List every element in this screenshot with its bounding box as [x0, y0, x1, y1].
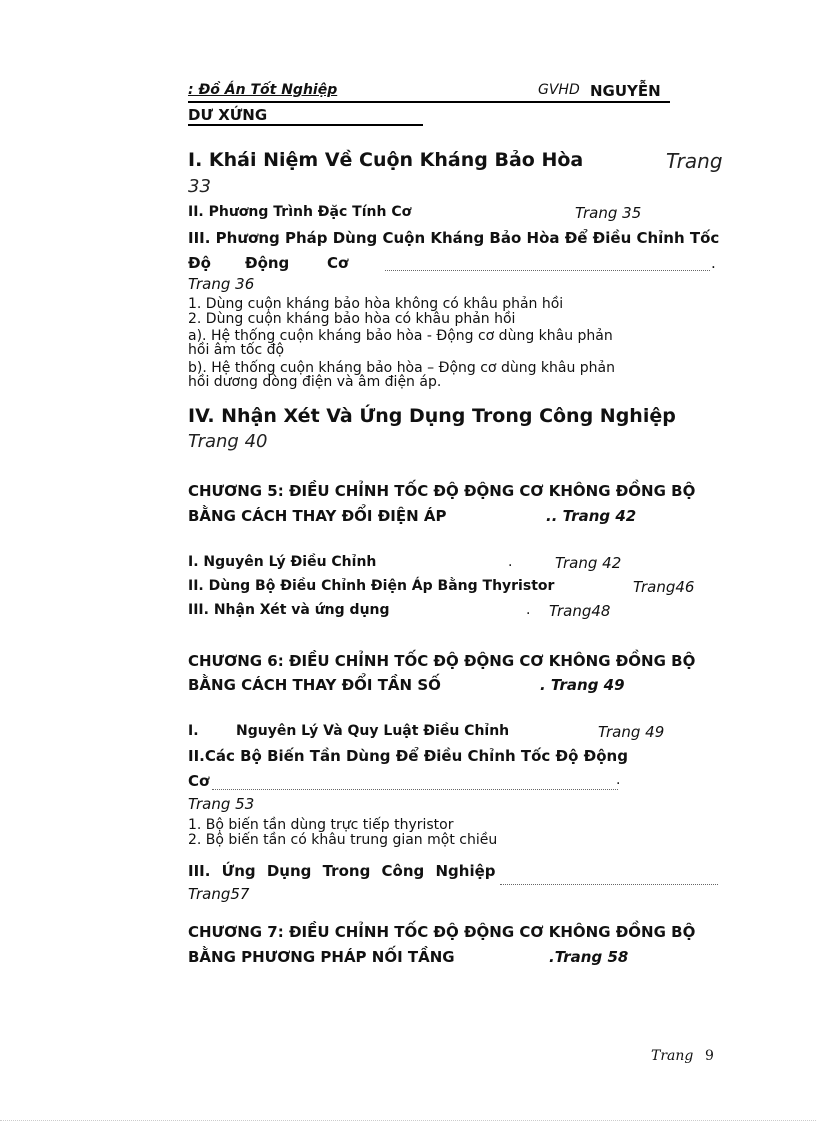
toc-ch6-ii-item-2: 2. Bộ biến tần có khâu trung gian một chiều [188, 832, 498, 848]
toc-s3-word-2: Động [245, 254, 290, 272]
toc-s3-dot: . [711, 254, 716, 272]
toc-ch5-item-3: III. Nhận Xét và ứng dụng [188, 602, 390, 618]
toc-ch6-ii-leader [212, 777, 618, 790]
toc-s3-item-a-cont: hồi âm tốc độ [188, 342, 285, 358]
toc-ch7-title-cont: BẰNG PHƯƠNG PHÁP NỐI TẦNG [188, 948, 455, 966]
toc-ch6-ii-item-1: 1. Bộ biến tần dùng trực tiếp thyristor [188, 817, 454, 833]
toc-s1-page-num: 33 [188, 176, 211, 197]
toc-ch5-item-2: II. Dùng Bộ Điều Chỉnh Điện Áp Bằng Thyristor [188, 578, 555, 594]
toc-s3-page: Trang 36 [188, 275, 255, 293]
toc-ch6-page: . Trang 49 [540, 676, 625, 694]
toc-ch5-item-2-page: Trang46 [633, 578, 695, 596]
toc-ch6-ii-page: Trang 53 [188, 795, 255, 813]
toc-ch5-item-3-page: Trang48 [549, 602, 611, 620]
toc-ch5-page: .. Trang 42 [546, 507, 637, 525]
toc-ch6-iii-leader [500, 870, 718, 885]
toc-s3-item-b: b). Hệ thống cuộn kháng bảo hòa – Động cơ dùng khâu phản [188, 360, 616, 376]
toc-s1-page-word: Trang [666, 149, 723, 173]
toc-ch6-ii-title: II.Các Bộ Biến Tần Dùng Để Điều Chỉnh Tốc Độ Động [188, 747, 628, 765]
toc-s3-item-2: 2. Dùng cuộn kháng bảo hòa có khâu phản hồi [188, 311, 516, 327]
toc-ch5-item-1: I. Nguyên Lý Điều Chỉnh [188, 554, 377, 570]
toc-ch7-title: CHƯƠNG 7: ĐIỀU CHỈNH TỐC ĐỘ ĐỘNG CƠ KHÔNG ĐỒNG BỘ [188, 923, 696, 941]
toc-ch6-iii-page: Trang57 [188, 885, 250, 903]
toc-s3-item-b-cont: hồi dương dòng điện và âm điện áp. [188, 374, 442, 390]
toc-s2-page: Trang 35 [575, 204, 642, 222]
toc-s3-word-3: Cơ [327, 254, 349, 272]
toc-ch6-ii-dot: . [616, 772, 621, 788]
toc-ch7-page: .Trang 58 [549, 948, 629, 966]
toc-s3-title: III. Phương Pháp Dùng Cuộn Kháng Bảo Hòa Để Điều Chỉnh Tốc [188, 229, 720, 247]
toc-ch6-i-page: Trang 49 [598, 723, 665, 741]
header-title: : Đồ Án Tốt Nghiệp [188, 82, 338, 98]
toc-s4-page: Trang 40 [188, 431, 268, 452]
toc-ch6-iii-title: III. Ứng Dụng Trong Công Nghiệp [188, 862, 496, 880]
header-gvhd-name-cont: DƯ XỨNG [188, 106, 268, 124]
toc-s4-title: IV. Nhận Xét Và Ứng Dụng Trong Công Nghiệp [188, 405, 676, 427]
toc-ch5-title: CHƯƠNG 5: ĐIỀU CHỈNH TỐC ĐỘ ĐỘNG CƠ KHÔNG ĐỒNG BỘ [188, 482, 696, 500]
toc-ch6-i-title: Nguyên Lý Và Quy Luật Điều Chỉnh [236, 723, 510, 739]
toc-ch6-title-cont: BẰNG CÁCH THAY ĐỔI TẦN SỐ [188, 676, 441, 694]
toc-s3-item-1: 1. Dùng cuộn kháng bảo hòa không có khâu phản hồi [188, 296, 564, 312]
toc-ch5-item-3-dot: . [526, 602, 531, 618]
toc-ch5-item-1-page: Trang 42 [555, 554, 622, 572]
toc-ch5-title-cont: BẰNG CÁCH THAY ĐỔI ĐIỆN ÁP [188, 507, 447, 525]
toc-s3-item-a: a). Hệ thống cuộn kháng bảo hòa - Động cơ dùng khâu phản [188, 328, 613, 344]
toc-ch6-title: CHƯƠNG 6: ĐIỀU CHỈNH TỐC ĐỘ ĐỘNG CƠ KHÔNG ĐỒNG BỘ [188, 652, 696, 670]
toc-s2-title: II. Phương Trình Đặc Tính Cơ [188, 204, 412, 220]
toc-s3-leader [385, 256, 710, 271]
toc-ch5-item-1-dot: . [508, 554, 513, 570]
header-gvhd-label: GVHD [538, 82, 580, 98]
footer-page-label: Trang [651, 1048, 694, 1064]
toc-s1-title: I. Khái Niệm Về Cuộn Kháng Bảo Hòa [188, 149, 584, 171]
footer-page-number: 9 [705, 1048, 714, 1064]
toc-ch6-i-num: I. [188, 723, 199, 739]
toc-ch6-ii-word: Cơ [188, 772, 210, 790]
page-bottom-border [0, 1120, 816, 1121]
toc-s3-word-1: Độ [188, 254, 211, 272]
header-gvhd-name: NGUYỄN [590, 82, 661, 100]
